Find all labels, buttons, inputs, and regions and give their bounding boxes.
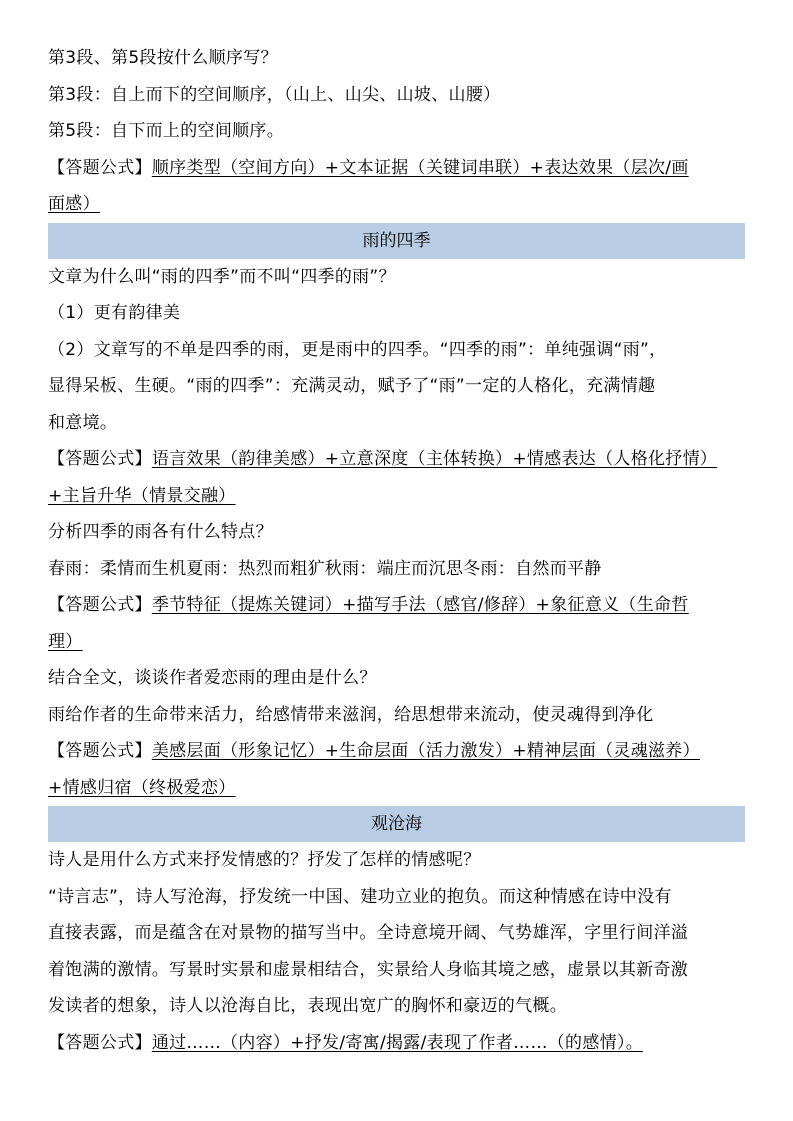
formula-line (48, 733, 745, 770)
question-text: 诗人是用什么方式来抒发情感的？抒发了怎样的情感呢？ (48, 850, 481, 870)
formula-line (48, 1025, 745, 1062)
formula-line (48, 587, 745, 624)
document-page (48, 0, 745, 1061)
formula-line (48, 624, 745, 661)
answer-text: 春雨：柔情而生机夏雨：热烈而粗犷秋雨：端庄而沉思冬雨：自然而平静 (48, 558, 602, 579)
answer-text: 和意境。 (48, 412, 118, 433)
question-text: 分析四季的雨各有什么特点？ (48, 522, 273, 542)
section-header: 雨的四季 (48, 223, 745, 259)
formula-label: 【答题公式】 (48, 157, 152, 178)
formula-text: 通过……（内容）+抒发/寄寓/揭露/表现了作者……（的感情）。 (151, 1032, 644, 1053)
answer-text: 着饱满的激情。写景时实景和虚景相结合，实景给人身临其境之感，虚景以其新奇激 (48, 959, 689, 980)
answer-text: （2）文章写的不单是四季的雨，更是雨中的四季。“四季的雨”：单纯强调“雨”， (48, 339, 667, 360)
formula-text: +主旨升华（情景交融） (48, 485, 236, 506)
formula-text: 季节特征（提炼关键词）+描写手法（感官/修辞）+象征意义（生命哲 (151, 595, 689, 615)
formula-line (48, 441, 745, 478)
question-text: 第3段、第5段按什么顺序写？ (48, 48, 278, 68)
formula-label: 【答题公式】 (48, 1032, 152, 1053)
answer-text: “诗言志”，诗人写沧海，抒发统一中国、建功立业的抱负。而这种情感在诗中没有 (48, 886, 672, 907)
answer-text: 显得呆板、生硬。“雨的四季”：充满灵动，赋予了“雨”一定的人格化，充满情趣 (48, 376, 656, 396)
formula-line (48, 770, 745, 807)
answer-text: 发读者的想象，诗人以沧海自比，表现出宽广的胸怀和豪迈的气概。 (48, 996, 567, 1016)
formula-line (48, 478, 745, 515)
answer-text: （1）更有韵律美 (48, 303, 181, 323)
formula-line (48, 186, 745, 223)
formula-label: 【答题公式】 (48, 595, 152, 615)
answer-text: 直接表露，而是蕴含在对景物的描写当中。全诗意境开阔、气势雄浑，字里行间洋溢 (48, 923, 689, 943)
answer-text: 雨给作者的生命带来活力，给感情带来滋润，给思想带来流动，使灵魂得到净化 (48, 704, 654, 725)
formula-label: 【答题公式】 (48, 449, 152, 469)
formula-text: +情感归宿（终极爱恋） (48, 777, 236, 798)
formula-text: 面感） (48, 194, 100, 214)
section-header: 观沧海 (48, 806, 745, 842)
question-text: 结合全文，谈谈作者爱恋雨的理由是什么？ (48, 668, 377, 688)
formula-line (48, 150, 745, 187)
formula-text: 理） (48, 631, 83, 652)
formula-label: 【答题公式】 (48, 741, 152, 761)
formula-text: 美感层面（形象记忆）+生命层面（活力激发）+精神层面（灵魂滋养） (151, 741, 700, 761)
answer-text: 第5段：自下而上的空间顺序。 (48, 121, 285, 141)
formula-text: 语言效果（韵律美感）+立意深度（主体转换）+情感表达（人格化抒情） (151, 449, 718, 469)
formula-text: 顺序类型（空间方向）+文本证据（关键词串联）+表达效果（层次/画 (151, 157, 689, 178)
question-text: 文章为什么叫“雨的四季”而不叫“四季的雨”？ (48, 266, 396, 287)
answer-text: 第3段：自上而下的空间顺序，（山上、山尖、山坡、山腰） (48, 84, 501, 105)
